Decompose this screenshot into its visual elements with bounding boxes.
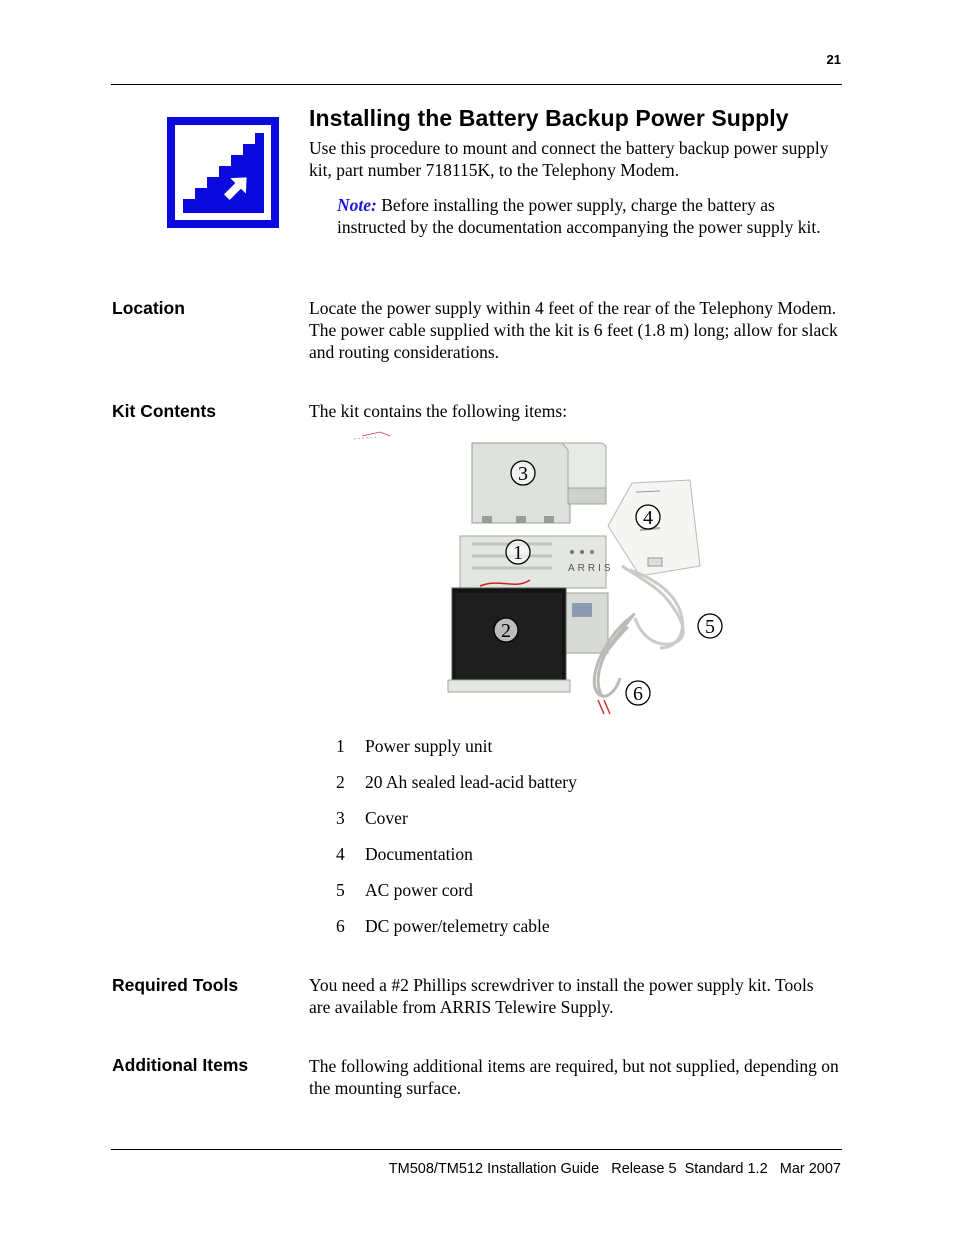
list-item: 6 DC power/telemetry cable bbox=[336, 916, 550, 936]
note-block bbox=[337, 194, 837, 238]
list-item: 5 AC power cord bbox=[336, 880, 473, 900]
callout-5 bbox=[698, 614, 722, 638]
callout-3 bbox=[511, 461, 535, 485]
callout-1 bbox=[506, 540, 530, 564]
callout-4 bbox=[636, 505, 660, 529]
additional-items-heading: Additional Items bbox=[112, 1055, 249, 1075]
kit-contents-text: The kit contains the following items: bbox=[309, 401, 568, 421]
kit-contents-heading: Kit Contents bbox=[112, 401, 217, 421]
required-tools-heading: Required Tools bbox=[112, 975, 239, 995]
footer bbox=[389, 1161, 841, 1177]
page-number: 21 bbox=[826, 52, 841, 67]
note-label: Note: bbox=[337, 195, 377, 215]
note-text: Before installing the power supply, charge the battery as instructed by the documentation accompanying the power supply kit. bbox=[337, 195, 821, 237]
callout-2-label: 2 bbox=[501, 620, 511, 642]
callout-2 bbox=[494, 618, 518, 642]
svg-text:ARRIS: ARRIS bbox=[568, 563, 614, 574]
required-tools-text: You need a #2 Phillips screwdriver to install the power supply kit. Tools are available from ARRIS Telewire Supply. bbox=[309, 975, 814, 1017]
footer-release: Release 5 bbox=[611, 1161, 677, 1177]
list-item: 4 Documentation bbox=[336, 844, 473, 864]
footer-rule bbox=[111, 1149, 842, 1150]
section-title: Installing the Battery Backup Power Supply bbox=[309, 105, 789, 131]
location-heading: Location bbox=[112, 298, 185, 318]
callout-6 bbox=[626, 681, 650, 705]
kit-items-list bbox=[336, 734, 577, 950]
cover-item bbox=[472, 443, 606, 523]
additional-items-text: The following additional items are required, but not supplied, depending on the mounting surface. bbox=[309, 1056, 839, 1098]
footer-date: Mar 2007 bbox=[779, 1161, 841, 1177]
callout-5-label: 5 bbox=[705, 616, 715, 638]
procedure-stairs-icon bbox=[166, 116, 280, 229]
intro-paragraph: Use this procedure to mount and connect the battery backup power supply kit, part number 718115K, to the Telephony Modem. bbox=[309, 138, 829, 180]
list-item: 1 Power supply unit bbox=[336, 736, 493, 756]
footer-guide: TM508/TM512 Installation Guide bbox=[388, 1161, 600, 1177]
location-text: Locate the power supply within 4 feet of the rear of the Telephony Modem. The power cable supplied with the kit is 6 feet (1.8 m) long; allow for slack and routing considerations. bbox=[309, 298, 838, 362]
callout-3-label: 3 bbox=[518, 463, 528, 485]
callout-1-label: 1 bbox=[513, 542, 523, 564]
header-rule bbox=[111, 84, 842, 85]
list-item: 3 Cover bbox=[336, 808, 408, 828]
kit-contents-photo bbox=[340, 418, 730, 723]
list-item: 2 20 Ah sealed lead-acid battery bbox=[336, 772, 577, 792]
callout-4-label: 4 bbox=[643, 507, 653, 529]
footer-standard: Standard 1.2 bbox=[684, 1161, 768, 1177]
callout-6-label: 6 bbox=[633, 683, 643, 705]
